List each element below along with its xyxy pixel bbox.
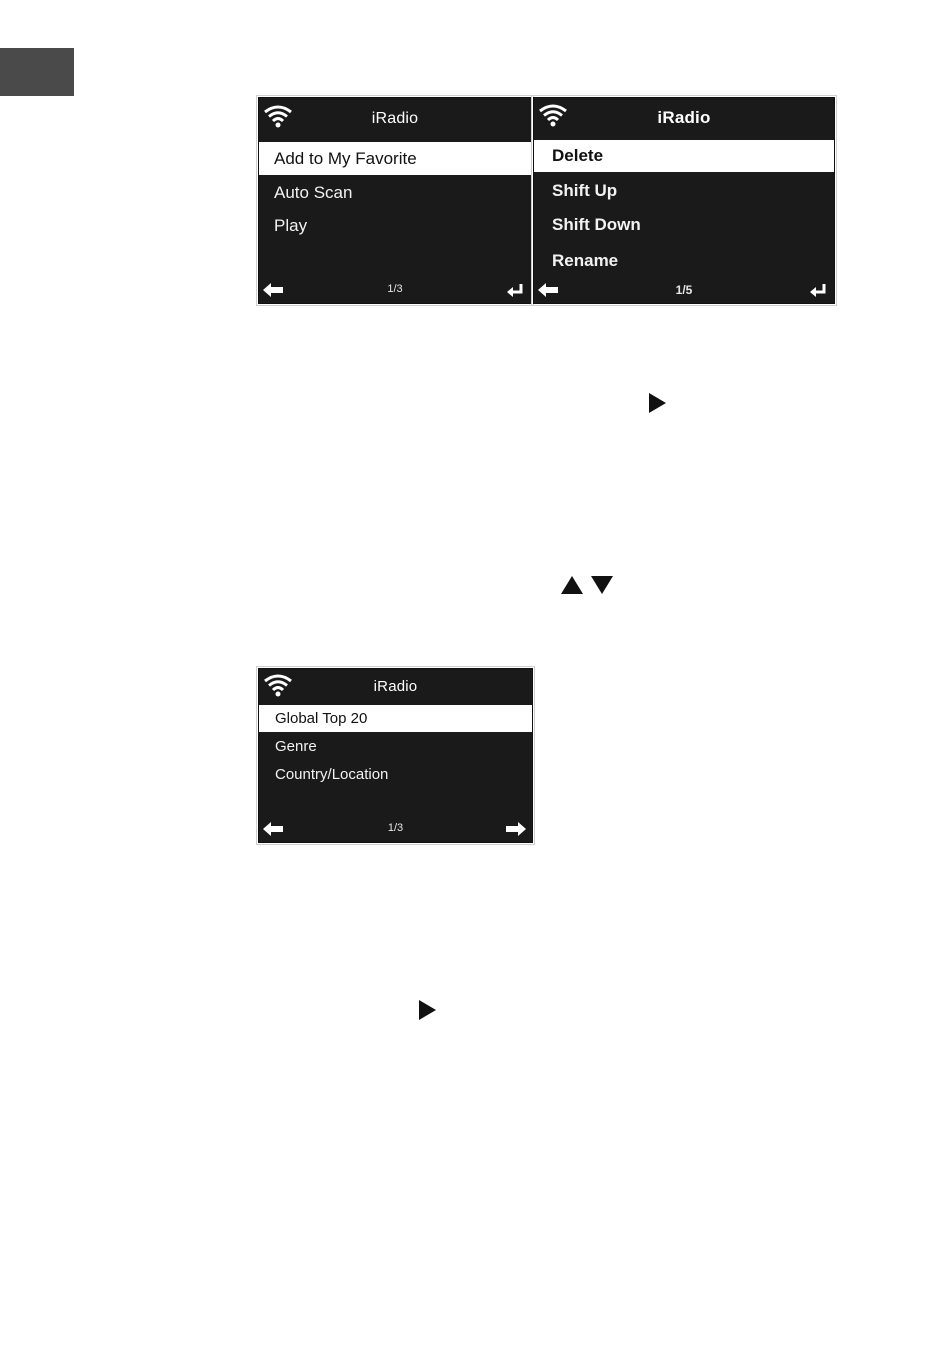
screen-header xyxy=(259,98,531,140)
page-indicator: 1/3 xyxy=(387,283,403,295)
enter-icon[interactable] xyxy=(503,281,527,299)
menu-item-genre[interactable]: Genre xyxy=(275,738,317,755)
screen-header xyxy=(259,669,532,703)
wifi-icon xyxy=(263,672,293,698)
play-triangle-icon xyxy=(647,392,667,414)
screen-iradio-menu xyxy=(258,668,533,843)
menu-item-auto-scan[interactable]: Auto Scan xyxy=(274,183,353,202)
menu-item-rename[interactable]: Rename xyxy=(552,251,619,270)
menu-item-shift-down[interactable]: Shift Down xyxy=(552,215,641,234)
page-indicator: 1/5 xyxy=(675,283,693,297)
screen-footer xyxy=(534,279,834,303)
menu-item-country-location[interactable]: Country/Location xyxy=(275,766,389,783)
menu-item-global-top-20[interactable]: Global Top 20 xyxy=(259,705,532,732)
screen-title: iRadio xyxy=(657,108,711,127)
screen-footer xyxy=(259,818,532,842)
menu-item-delete[interactable]: Delete xyxy=(534,140,834,172)
menu-item-shift-up[interactable]: Shift Up xyxy=(552,181,618,200)
page-tab-marker xyxy=(0,48,74,96)
page-indicator: 1/3 xyxy=(387,822,404,834)
up-triangle-icon xyxy=(560,575,584,595)
screen-title: iRadio xyxy=(371,110,419,127)
enter-icon[interactable] xyxy=(806,281,830,299)
forward-arrow-icon[interactable] xyxy=(504,820,528,838)
wifi-icon xyxy=(538,102,568,128)
screen-footer xyxy=(259,279,531,303)
play-triangle-icon xyxy=(417,999,437,1021)
menu-item-add-to-my-favorite[interactable]: Add to My Favorite xyxy=(259,142,531,175)
screen-header xyxy=(534,98,834,138)
menu-item-play[interactable]: Play xyxy=(274,216,308,235)
screen-favorite-menu xyxy=(258,97,532,304)
screen-title: iRadio xyxy=(373,677,418,695)
wifi-icon xyxy=(263,103,293,129)
down-triangle-icon xyxy=(590,575,614,595)
screen-favorite-edit-menu xyxy=(533,97,835,304)
